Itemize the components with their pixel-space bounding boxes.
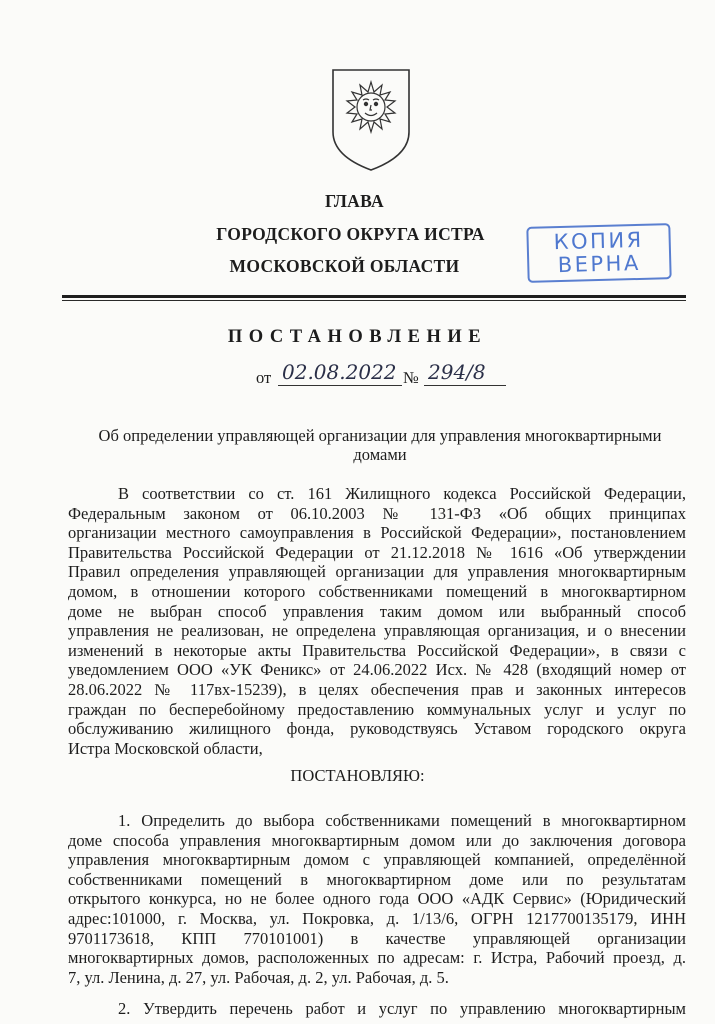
item-1-paragraph [68, 811, 686, 987]
text-line: многоквартирных домов, расположенных по адресам: г. Истра, Рабочий проезд, д. [68, 948, 686, 968]
preamble-paragraph [68, 484, 686, 758]
item-2-paragraph [68, 999, 686, 1019]
text-line: 9701173618, КПП 770101001) в качестве управляющей организации [68, 928, 686, 948]
subject-line-1: Об определении управляющей организации для управления многоквартирными [98, 426, 662, 445]
text-line: Правил определения управляющей организации для управления многоквартирным [68, 562, 686, 582]
text-line: управления не реализован, не определена управляющая организация, и о внесении [68, 621, 686, 641]
text-line: доме способа управления многоквартирным домом или до заключения договора [68, 830, 686, 850]
text-line: открытого конкурса, но не более одного года ООО «АДК Сервис» (Юридический [68, 889, 686, 909]
text-line: собственниками помещений в многоквартирном доме или по результатам [68, 869, 686, 889]
text-line: Федеральным законом от 06.10.2003 № 131-ФЗ «Об общих принципах [68, 503, 686, 523]
text-line: организации местного самоуправления в Российской Федерации», постановлением [68, 523, 686, 543]
text-line: доме не выбран способ управления таким домом или выбранный способ [68, 601, 686, 621]
text-line: 28.06.2022 № 117вх-15239), в целях обеспечения прав и законных интересов [68, 679, 686, 699]
date-value-handwritten: 02.08.2022 [282, 360, 397, 384]
header-divider-thick [62, 295, 686, 298]
header-line-3: МОСКОВСКОЙ ОБЛАСТИ [229, 256, 460, 276]
header-line-2: ГОРОДСКОГО ОКРУГА ИСТРА [216, 224, 485, 244]
text-line: Истра Московской области, [68, 738, 263, 758]
document-title: ПОСТАНОВЛЕНИЕ [227, 327, 488, 347]
header-divider-thin [62, 300, 686, 301]
text-line: уведомлением ООО «УК Феникс» от 24.06.2022 Исх. № 428 (входящий номер от [68, 660, 686, 680]
text-line: адрес:101000, г. Москва, ул. Покровка, д. 1/13/6, ОГРН 1217700135179, ИНН [68, 908, 686, 928]
text-line: обслуживанию жилищного фонда, руководствуясь Уставом городского округа [68, 719, 686, 739]
document-subject [70, 426, 690, 464]
text-line: 1. Определить до выбора собственниками помещений в многоквартирном [118, 811, 686, 830]
copy-certified-stamp [526, 223, 671, 283]
text-line: 2. Утвердить перечень работ и услуг по управлению многоквартирным [118, 999, 686, 1018]
text-line: В соответствии со ст. 161 Жилищного кодекса Российской Федерации, [118, 484, 686, 503]
date-underline [278, 385, 402, 386]
resolve-heading: ПОСТАНОВЛЯЮ: [290, 766, 425, 785]
number-label: № [403, 368, 419, 387]
text-line: управления многоквартирным домом с управляющей компанией, определённой [68, 850, 686, 870]
coat-of-arms-icon [330, 68, 412, 172]
subject-line-2: домами [353, 445, 407, 464]
stamp-line-1: КОПИЯ [553, 227, 645, 255]
text-line: граждан по бесперебойному предоставлению коммунальных услуг и услуг по [68, 699, 686, 719]
text-line: домом, в отношении которого собственниками помещений в многоквартирном [68, 581, 686, 601]
text-line: 7, ул. Ленина, д. 27, ул. Рабочая, д. 2, ул. Рабочая, д. 5. [68, 967, 449, 987]
text-line: изменений в некоторые акты Правительства Российской Федерации», в связи с [68, 640, 686, 660]
number-underline [424, 385, 506, 386]
date-label: от [256, 368, 272, 387]
number-value-handwritten: 294/8 [428, 360, 486, 384]
header-line-1: ГЛАВА [325, 191, 384, 211]
stamp-line-2: ВЕРНА [557, 250, 642, 278]
text-line: Правительства Российской Федерации от 21.12.2018 № 1616 «Об утверждении [68, 542, 686, 562]
